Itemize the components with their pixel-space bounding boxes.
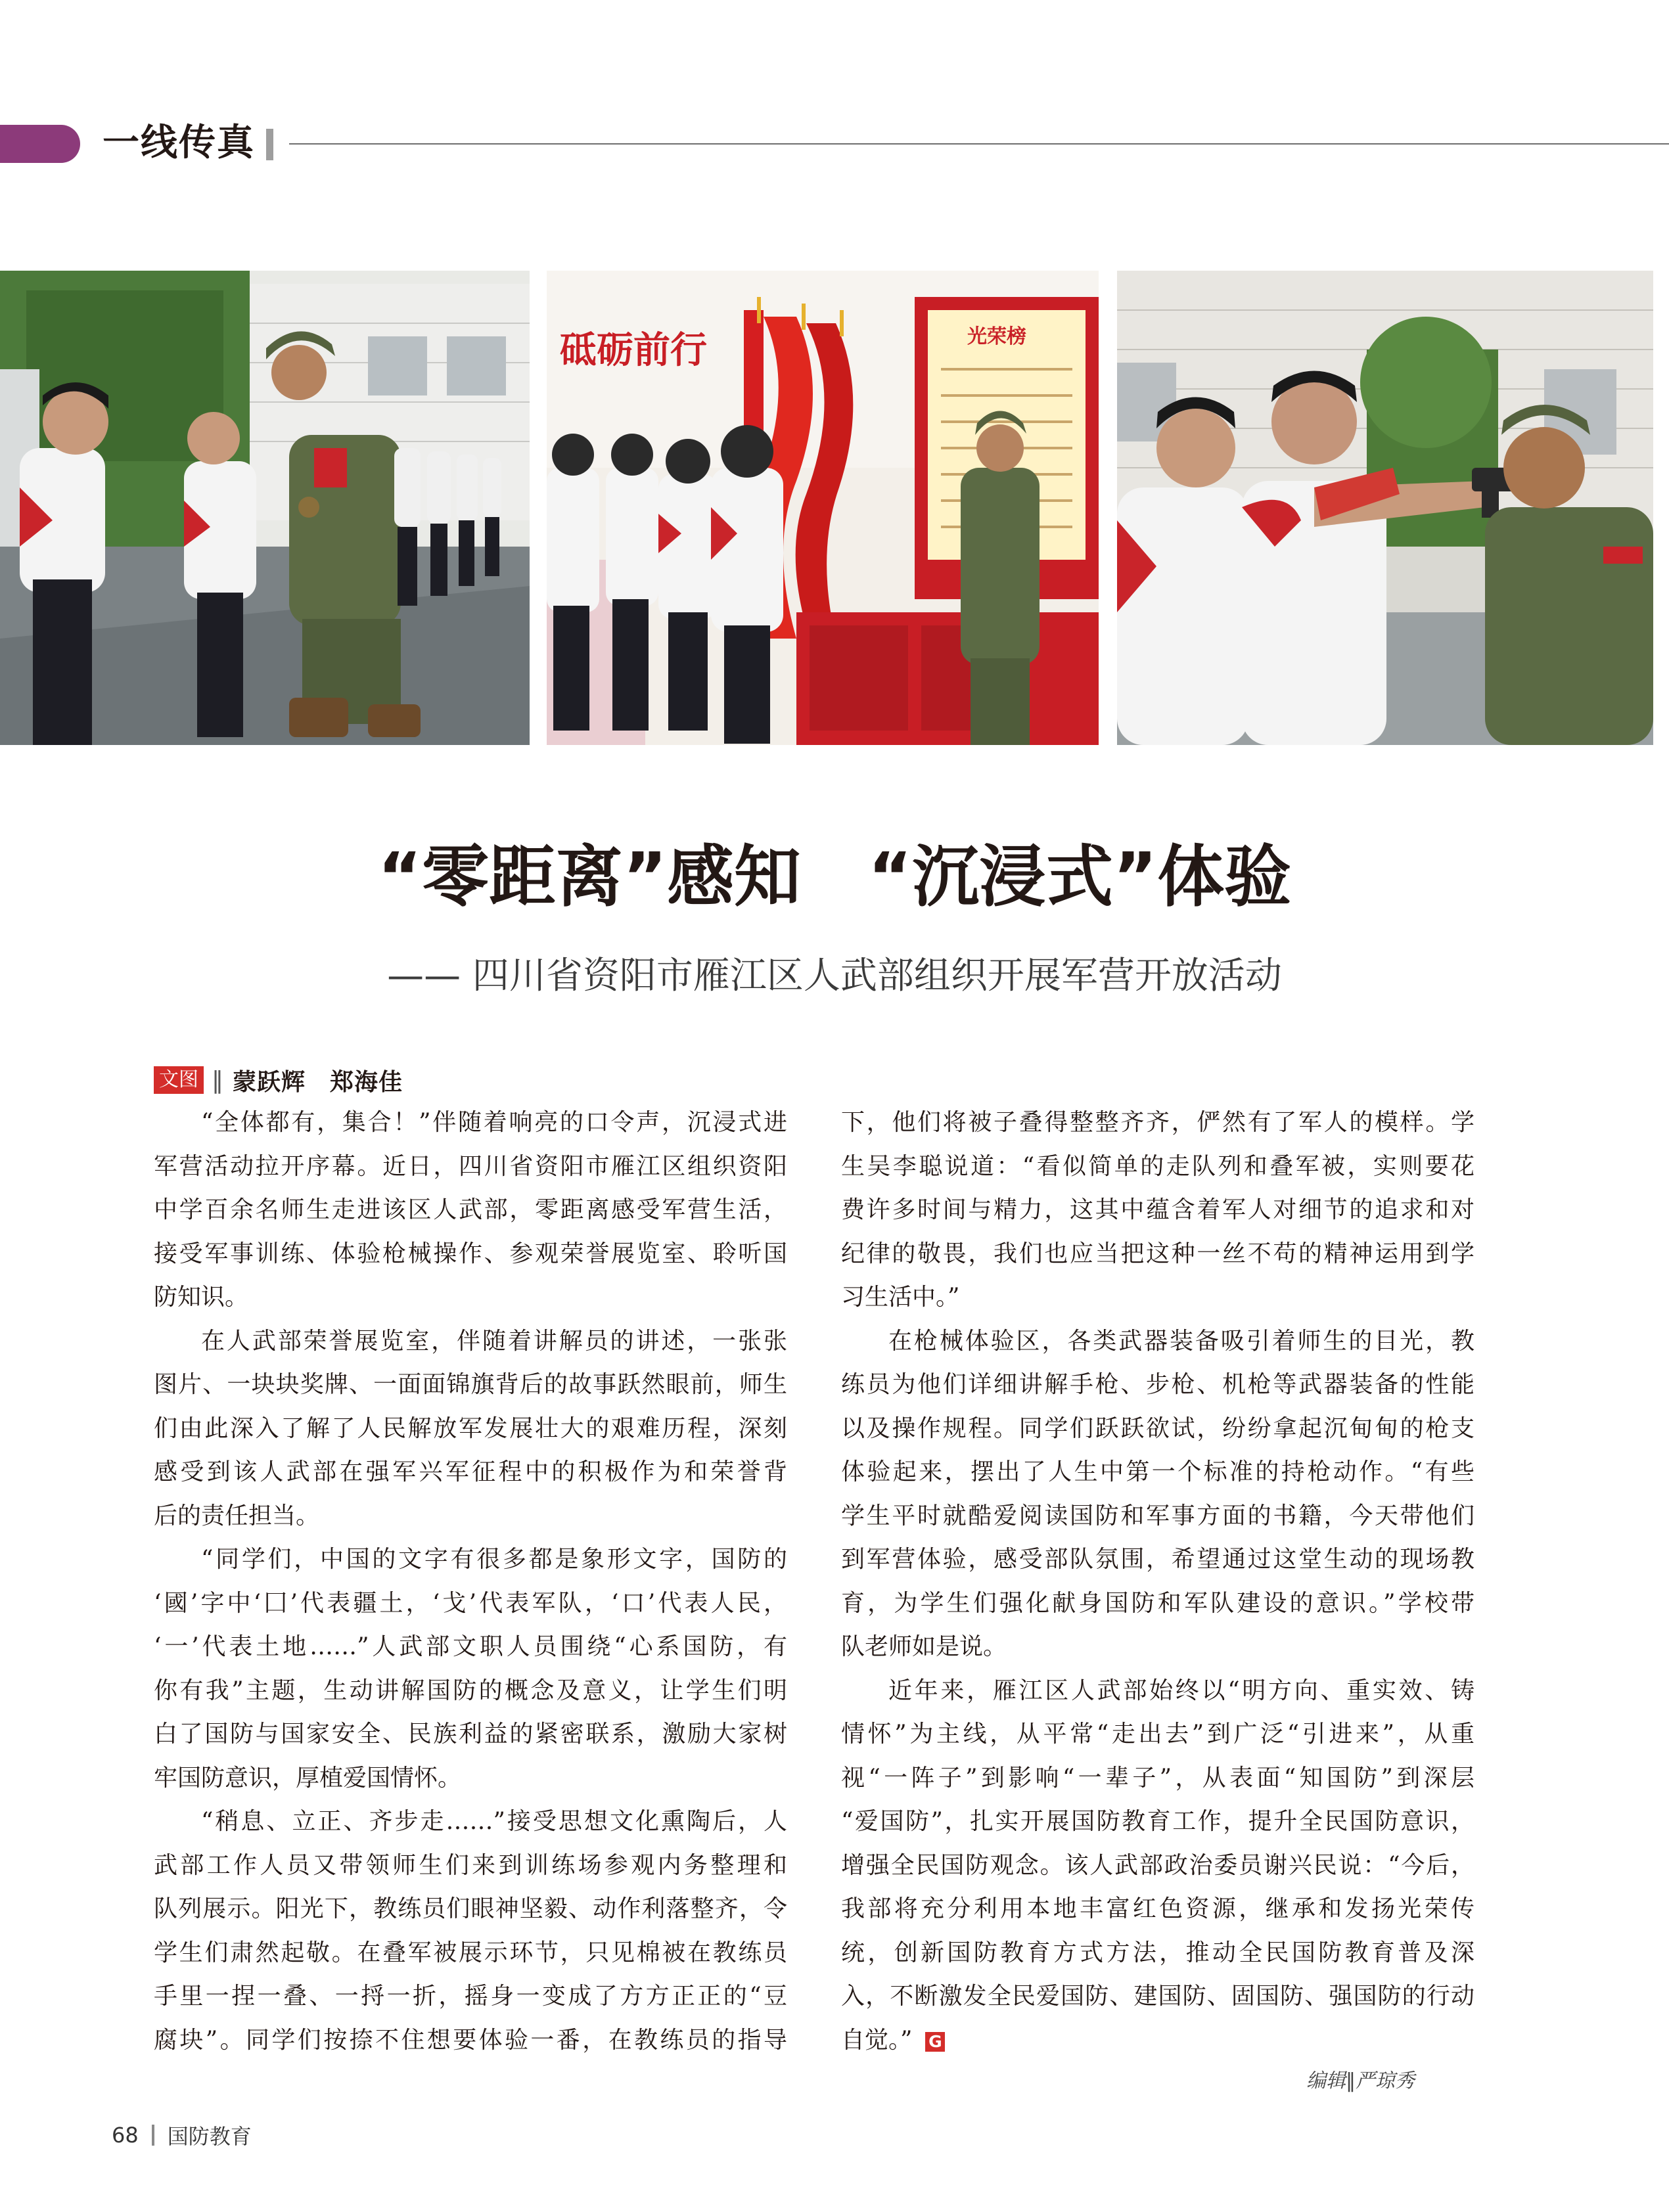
body-text-line: 在枪械体验区，各类武器装备吸引着师生的目光，教 [888,1327,1475,1355]
body-text-line: 生吴李聪说道：“看似简单的走队列和叠军被，实则要花 [841,1152,1475,1180]
body-text-line: ‘一’代表土地……”人武部文职人员围绕“心系国防，有 [154,1633,787,1660]
body-text-line: 队老师如是说。 [841,1633,1007,1660]
body-text-line: 你有我”主题，生动讲解国防的概念及意义，让学生们明 [154,1677,787,1704]
body-text-line: “全体都有，集合！”伴随着响亮的口令声，沉浸式进 [201,1109,787,1136]
body-text-line: “同学们，中国的文字有很多都是象形文字，国防的 [201,1546,787,1573]
body-text-line: 中学百余名师生走进该区人武部，零距离感受军营生活， [154,1196,787,1223]
body-text-line: 习生活中。” [841,1284,960,1311]
body-text-line: 我部将充分利用本地丰富红色资源，继承和发扬光荣传 [841,1895,1475,1922]
body-text-line: ‘國’字中‘囗’代表疆土，‘戈’代表军队，‘口’代表人民， [154,1589,787,1617]
body-text-line: 们由此深入了解了人民解放军发展壮大的艰难历程，深刻 [154,1414,787,1442]
editor-credit: 编辑‖严琼秀 [1306,2069,1415,2092]
body-text-line-content: 自觉。” [841,2026,913,2054]
byline-authors: 蒙跃辉 郑海佳 [233,1068,403,1096]
body-text-line: 手里一捏一叠、一捋一折，摇身一变成了方方正正的“豆 [154,1983,787,2010]
body-text-line: 体验起来，摆出了人生中第一个标准的持枪动作。“有些 [841,1458,1475,1485]
honor-board-title: 光荣榜 [967,325,1026,348]
body-text-line: 入，不断激发全民爱国防、建国防、固国防、强国防的行动 [841,1983,1475,2010]
body-text-line: 后的责任担当。 [154,1502,320,1529]
section-tab-marker [0,125,80,163]
body-text-line: 统，创新国防教育方式方法，推动全民国防教育普及深 [841,1939,1475,1966]
photo-weapon-experience [1117,271,1653,745]
header-rule [289,143,1669,145]
body-text-line: “稍息、立正、齐步走……”接受思想文化熏陶后，人 [201,1808,787,1835]
body-text-line: 以及操作规程。同学们跃跃欲试，纷纷拿起沉甸甸的枪支 [841,1414,1475,1442]
body-text-line: 感受到该人武部在强军兴军征程中的积极作为和荣誉背 [154,1458,787,1485]
byline-tag: 文图 [154,1066,204,1094]
body-text-line [841,2019,1475,2063]
body-column-right [841,1101,1475,2062]
body-text-line: 学生们肃然起敬。在叠军被展示环节，只见棉被在教练员 [154,1939,787,1966]
body-text-line: 练员为他们详细讲解手枪、步枪、机枪等武器装备的性能 [841,1371,1475,1398]
body-text-line: “爱国防”，扎实开展国防教育工作，提升全民国防意识， [841,1808,1475,1835]
body-text-line: 队列展示。阳光下，教练员们眼神坚毅、动作利落整齐，令 [154,1895,787,1922]
footer-divider [152,2125,154,2146]
page-number: 68 [112,2123,139,2148]
body-text-line: 视“一阵子”到影响“一辈子”，从表面“知国防”到深层 [841,1764,1475,1792]
body-text-line: 到军营体验，感受部队氛围，希望通过这堂生动的现场教 [841,1546,1475,1573]
magazine-name: 国防教育 [167,2124,252,2149]
page-footer [112,2122,252,2148]
body-text-line: 费许多时间与精力，这其中蕴含着军人对细节的追求和对 [841,1196,1475,1223]
body-text-line: 近年来，雁江区人武部始终以“明方向、重实效、铸 [888,1677,1475,1704]
body-text-line: 在人武部荣誉展览室，伴随着讲解员的讲述，一张张 [201,1327,787,1355]
photo-uniform-inspection [0,271,530,745]
byline-separator: ‖ [212,1066,223,1094]
body-text-line: 腐块”。同学们按捺不住想要体验一番，在教练员的指导 [154,2026,787,2054]
banner-text: 砥砺前行 [560,329,707,372]
body-text-line: 学生平时就酷爱阅读国防和军事方面的书籍，今天带他们 [841,1502,1475,1529]
article-subheadline: —— 四川省资阳市雁江区人武部组织开展军营开放活动 [387,955,1282,997]
end-mark-icon: G [925,2032,945,2052]
body-text-line: 情怀”为主线，从平常“走出去”到广泛“引进来”，从重 [841,1721,1475,1748]
section-title: 一线传真 [103,122,255,164]
body-text-line: 育，为学生们强化献身国防和军队建设的意识。”学校带 [841,1589,1475,1617]
byline [154,1064,403,1096]
body-text-line: 接受军事训练、体验枪械操作、参观荣誉展览室、聆听国 [154,1240,787,1267]
body-text-line: 防知识。 [154,1284,249,1311]
body-text-line: 武部工作人员又带领师生们来到训练场参观内务整理和 [154,1851,787,1879]
body-text-line: 增强全民国防观念。该人武部政治委员谢兴民说：“今后， [841,1851,1475,1879]
body-text-line: 白了国防与国家安全、民族利益的紧密联系，激励大家树 [154,1721,787,1748]
article-headline: “零距离”感知 “沉浸式”体验 [377,838,1292,916]
body-text-line: 牢国防意识，厚植爱国情怀。 [154,1764,462,1792]
body-text-line: 图片、一块块奖牌、一面面锦旗背后的故事跃然眼前，师生 [154,1371,787,1398]
photo-honor-exhibition-room [547,271,1099,745]
section-title-divider [266,129,273,160]
body-text-line: 纪律的敬畏，我们也应当把这种一丝不苟的精神运用到学 [841,1240,1475,1267]
body-column-left [154,1101,787,2062]
body-text-line: 下，他们将被子叠得整整齐齐，俨然有了军人的模样。学 [841,1109,1475,1136]
body-text-line: 军营活动拉开序幕。近日，四川省资阳市雁江区组织资阳 [154,1152,787,1180]
